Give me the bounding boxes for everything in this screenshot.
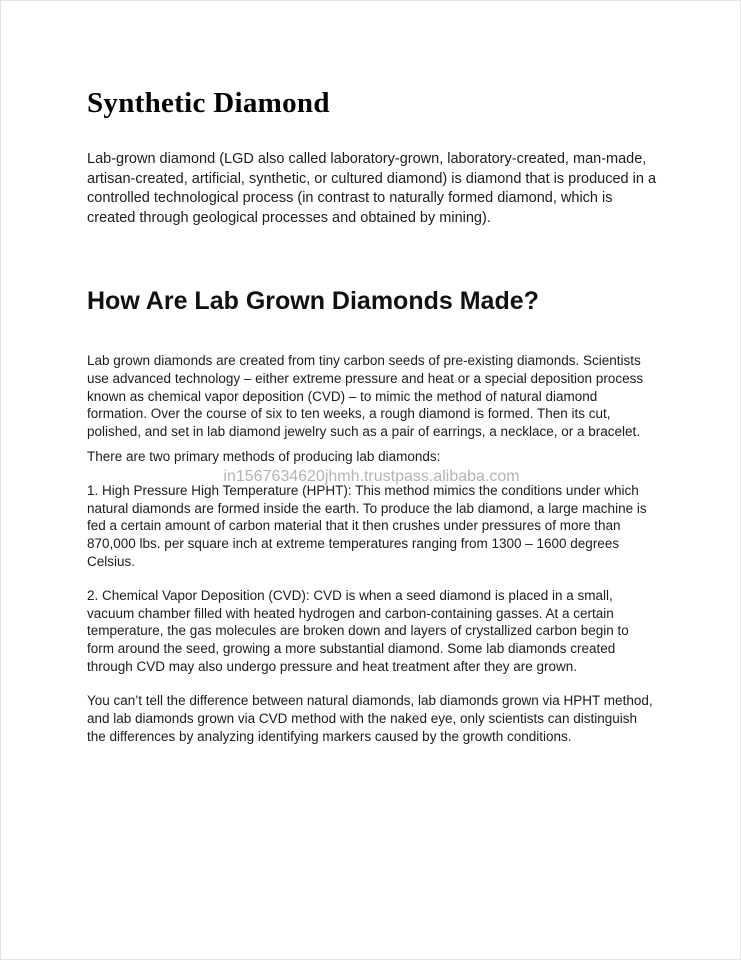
paragraph-cvd-method: 2. Chemical Vapor Deposition (CVD): CVD is when a seed diamond is placed in a small, vacuum chamber filled with heated hydrogen and carbon-containing gasses. At a certain temperature, the gas molecules are broken down and layers of crystallized carbon begin to form around the seed, growing a more substantial diamond. Some lab diamonds created through CVD may also undergo pressure and heat treatment after they are grown. (87, 587, 629, 675)
document-content (87, 1, 657, 745)
paragraph-difference: You can’t tell the difference between natural diamonds, lab diamonds grown via HPHT method, and lab diamonds grown via CVD method with the naked eye, only scientists can distinguish the differences by analyzing identifying markers caused by the growth conditions. (87, 692, 653, 744)
document-title: Synthetic Diamond (87, 87, 330, 119)
paragraph-how-made: Lab grown diamonds are created from tiny carbon seeds of pre-existing diamonds. Scientists use advanced technology – either extreme pressure and heat or a special deposition process known as chemical vapor deposition (CVD) – to mimic the method of natural diamond formation. Over the course of six to ten weeks, a rough diamond is formed. Then its cut, polished, and set in lab diamond jewelry such as a pair of earrings, a necklace, or a bracelet. (87, 352, 644, 440)
paragraph-hpht-method: 1. High Pressure High Temperature (HPHT): This method mimics the conditions under which natural diamonds are formed inside the earth. To produce the lab diamond, a large machine is fed a certain amount of carbon material that it then crushes under pressures of more than 870,000 lbs. per square inch at extreme temperatures ranging from 1300 – 1600 degrees Celsius. (87, 482, 647, 569)
intro-paragraph: Lab-grown diamond (LGD also called laboratory-grown, laboratory-created, man-made, artisan-created, artificial, synthetic, or cultured diamond) is diamond that is produced in a controlled technological process (in contrast to naturally formed diamond, which is created through geological processes and obtained by mining). (87, 151, 657, 227)
watermark-text: in1567634620jhmh.trustpass.alibaba.com (223, 468, 520, 485)
paragraph-two-methods: There are two primary methods of producing lab diamonds: (87, 448, 441, 464)
section-heading: How Are Lab Grown Diamonds Made? (87, 286, 539, 315)
